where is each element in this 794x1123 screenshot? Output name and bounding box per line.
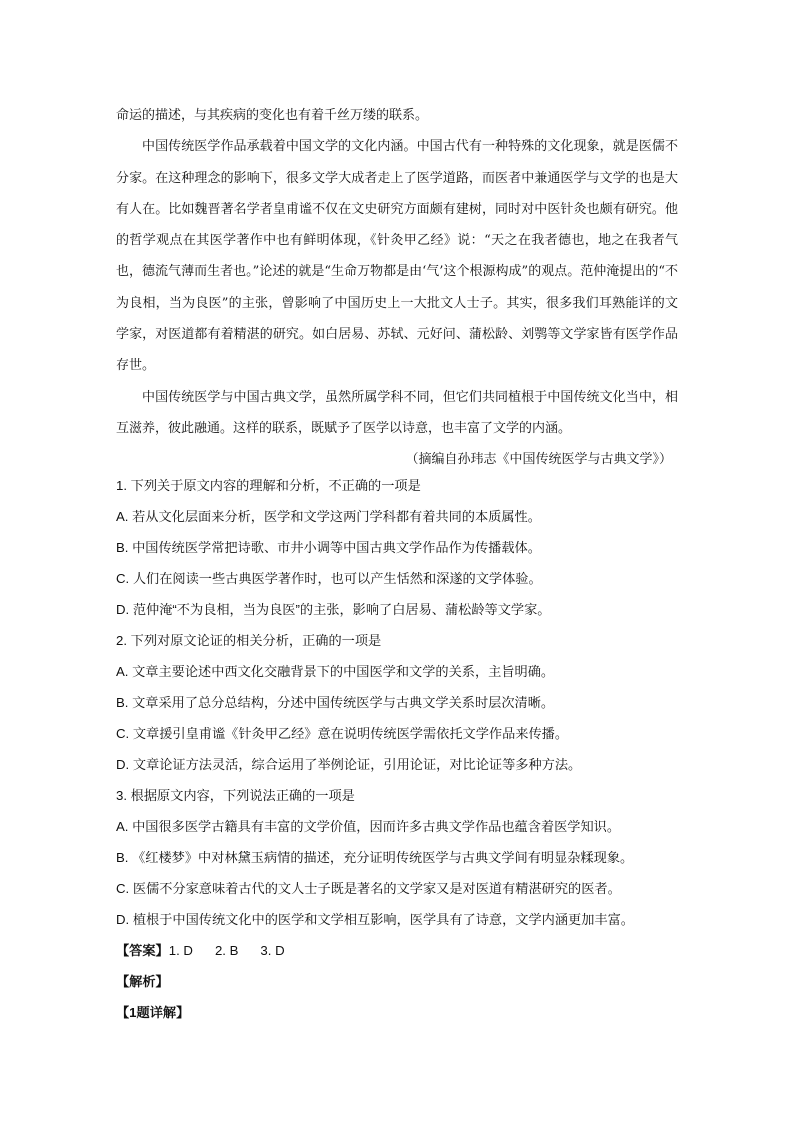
answer-line xyxy=(116,935,686,966)
answer-1: 1. D xyxy=(168,943,193,958)
reading-passage xyxy=(116,100,678,476)
question-1-detail-label: 【1题详解】 xyxy=(116,1005,190,1020)
question-2-option-d: D. 文章论证方法灵活，综合运用了举例论证，引用论证，对比论证等多种方法。 xyxy=(116,757,582,772)
answer-3: 3. D xyxy=(260,943,285,958)
question-2-option-c: C. 文章援引皇甫谧《针灸甲乙经》意在说明传统医学需依托文学作品来传播。 xyxy=(116,726,569,741)
question-section xyxy=(116,470,686,1028)
question-1-option-d: D. 范仲淹“不为良相，当为良医”的主张，影响了白居易、蒲松龄等文学家。 xyxy=(116,602,551,617)
passage-paragraph-0: 命运的描述，与其疾病的变化也有着千丝万缕的联系。 xyxy=(116,108,429,123)
question-1-option-b: B. 中国传统医学常把诗歌、市井小调等中国古典文学作品作为传播载体。 xyxy=(116,540,541,555)
question-1-option-a: A. 若从文化层面来分析，医学和文学这两门学科都有着共同的本质属性。 xyxy=(116,509,541,524)
passage-paragraph-1: 中国传统医学作品承载着中国文学的文化内涵。中国古代有一种特殊的文化现象，就是医儒不分家。在这种理念的影响下，很多文学大成者走上了医学道路，而医者中兼通医学与文学的也是大有人在。比如魏晋著名学者皇甫谧不仅在文史研究方面颇有建树，同时对中医针灸也颇有研究。他的哲学观点在其医学著作中也有鲜明体现，《针灸甲乙经》说：“天之在我者德也，地之在我者气也，德流气薄而生者也。”论述的就是“生命万物都是由‘气’这个根源构成”的观点。范仲淹提出的“不为良相，当为良医”的主张，曾影响了中国历史上一大批文人士子。其实，很多我们耳熟能详的文学家，对医道都有着精湛的研究。如白居易、苏轼、元好问、蒲松龄、刘鹗等文学家皆有医学作品存世。 xyxy=(116,139,678,374)
question-3-option-c: C. 医儒不分家意味着古代的文人士子既是著名的文学家又是对医道有精湛研究的医者。 xyxy=(116,881,621,896)
answer-2: 2. B xyxy=(214,943,239,958)
question-3-option-a: A. 中国很多医学古籍具有丰富的文学价值，因而许多古典文学作品也蕴含着医学知识。 xyxy=(116,819,621,834)
passage-source: （摘编自孙玮志《中国传统医学与古典文学》） xyxy=(405,452,672,468)
question-2-option-b: B. 文章采用了总分总结构，分述中国传统医学与古典文学关系时层次清晰。 xyxy=(116,695,555,710)
question-2-stem: 2. 下列对原文论证的相关分析，正确的一项是 xyxy=(116,633,382,648)
analysis-label: 【解析】 xyxy=(116,974,169,989)
answer-label: 【答案】 xyxy=(116,943,169,958)
question-1-stem: 1. 下列关于原文内容的理解和分析，不正确的一项是 xyxy=(116,478,421,493)
question-3-option-d: D. 植根于中国传统文化中的医学和文学相互影响，医学具有了诗意，文学内涵更加丰富。 xyxy=(116,912,634,927)
question-2-option-a: A. 文章主要论述中西文化交融背景下的中国医学和文学的关系，主旨明确。 xyxy=(116,664,555,679)
question-1-option-c: C. 人们在阅读一些古典医学著作时，也可以产生恬然和深遂的文学体验。 xyxy=(116,571,542,586)
passage-paragraph-2: 中国传统医学与中国古典文学，虽然所属学科不同，但它们共同植根于中国传统文化当中，相互滋养，彼此融通。这样的联系，既赋予了医学以诗意，也丰富了文学的内涵。 xyxy=(116,389,678,436)
question-3-option-b: B. 《红楼梦》中对林黛玉病情的描述，充分证明传统医学与古典文学间有明显杂糅现象。 xyxy=(116,850,634,865)
question-3-stem: 3. 根据原文内容，下列说法正确的一项是 xyxy=(116,788,355,803)
